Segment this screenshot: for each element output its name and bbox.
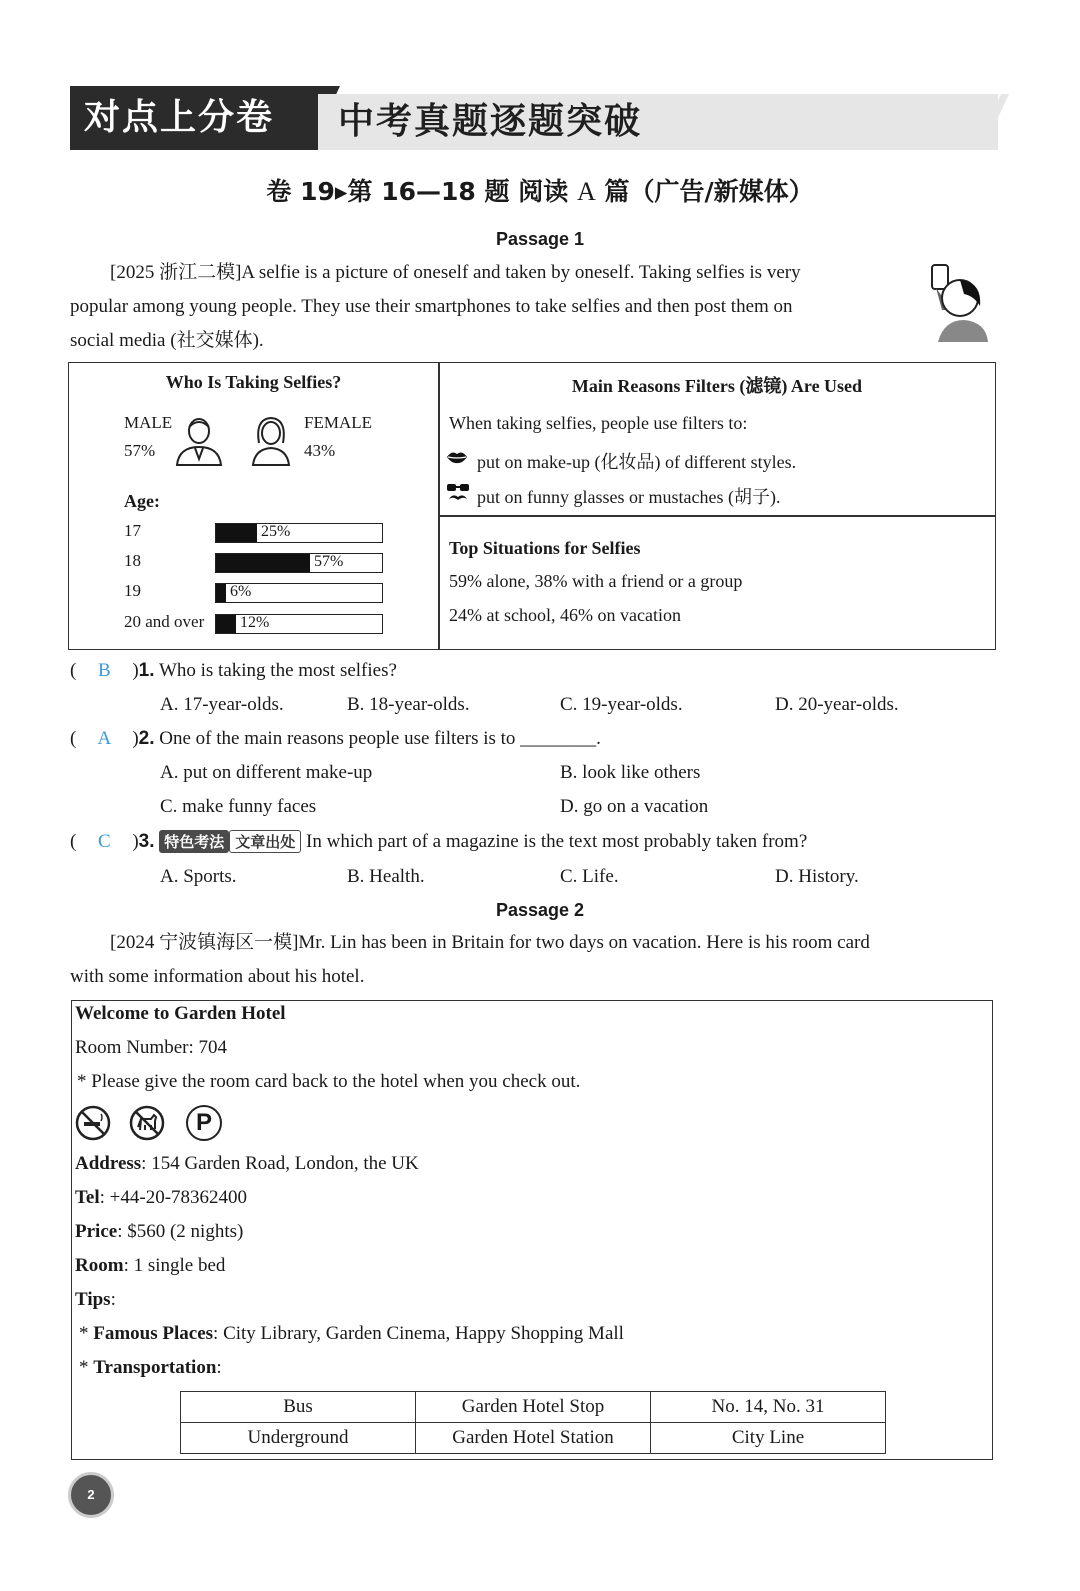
table-cell: City Line (651, 1423, 886, 1454)
age-bar (215, 553, 383, 573)
famous-places: * Famous Places: City Library, Garden Cinema, Happy Shopping Mall (79, 1323, 624, 1344)
age-bar-percent: 57% (314, 553, 344, 570)
situations-line1: 59% alone, 38% with a friend or a group (449, 571, 743, 591)
age-bar (215, 523, 383, 543)
source-tag: 文章出处 (229, 830, 301, 853)
question-1: ( B )1. Who is taking the most selfies? (70, 660, 397, 681)
question-3: ( C )3. 特色考法 文章出处 In which part of a magazine is the text most probably taken from? (70, 831, 808, 852)
lips-icon (446, 449, 468, 465)
feature-tag: 特色考法 (159, 830, 229, 853)
table-cell: Garden Hotel Stop (416, 1392, 651, 1423)
q3-option-a[interactable]: A. Sports. (160, 866, 237, 887)
age-label: 20 and over (124, 612, 205, 631)
hotel-room: Room: 1 single bed (75, 1255, 226, 1276)
q3-option-b[interactable]: B. Health. (347, 866, 425, 887)
hotel-address: Address: 154 Garden Road, London, the UK (75, 1153, 419, 1174)
passage2-title: Passage 2 (495, 900, 585, 920)
selfie-person-icon (908, 262, 990, 344)
age-bar-fill (216, 584, 226, 602)
age-bar-fill (216, 524, 257, 542)
q2-option-c[interactable]: C. make funny faces (160, 796, 317, 817)
q1-option-b[interactable]: B. 18-year-olds. (347, 694, 470, 715)
q1-option-c[interactable]: C. 19-year-olds. (560, 694, 683, 715)
table-row (181, 1423, 886, 1454)
room-number: Room Number: 704 (75, 1037, 227, 1058)
male-percent: 57% (124, 441, 156, 460)
male-label: MALE (124, 413, 173, 432)
infographic-divider (438, 363, 440, 649)
age-label: 19 (124, 581, 141, 600)
passage1-title: Passage 1 (495, 229, 585, 249)
passage2-line2: with some information about his hotel. (70, 966, 365, 987)
filters-intro: When taking selfies, people use filters to: (449, 413, 748, 433)
q3-option-d[interactable]: D. History. (775, 866, 859, 887)
age-bar-fill (216, 554, 310, 572)
checkout-notice: * Please give the room card back to the hotel when you check out. (77, 1071, 581, 1092)
filter-reason-glasses: put on funny glasses or mustaches (胡子). (477, 487, 781, 507)
hotel-tips: Tips: (75, 1289, 116, 1310)
q2-option-d[interactable]: D. go on a vacation (560, 796, 709, 817)
q1-option-d[interactable]: D. 20-year-olds. (775, 694, 899, 715)
banner-left-label: 对点上分卷 (70, 86, 334, 150)
answer-1: B (97, 660, 111, 681)
selfie-infographic (68, 362, 996, 650)
page-number: 2 (68, 1472, 114, 1518)
transportation-table (180, 1391, 886, 1454)
header-banner (70, 86, 1010, 150)
passage2-intro: [2024 宁波镇海区一模]Mr. Lin has been in Britain for two days on vacation. Here is his room card (110, 932, 870, 953)
q2-option-b[interactable]: B. look like others (560, 762, 701, 783)
age-bar (215, 614, 383, 634)
who-taking-title: Who Is Taking Selfies? (165, 372, 342, 392)
glasses-mustache-icon (446, 483, 470, 503)
answer-2: A (97, 728, 112, 749)
q1-option-a[interactable]: A. 17-year-olds. (160, 694, 284, 715)
q3-option-c[interactable]: C. Life. (560, 866, 619, 887)
table-cell: Garden Hotel Station (416, 1423, 651, 1454)
age-title: Age: (124, 491, 160, 511)
age-bar (215, 583, 383, 603)
table-row (181, 1392, 886, 1423)
question-2: ( A )2. One of the main reasons people use filters is to ________. (70, 728, 601, 749)
age-bar-percent: 25% (261, 523, 291, 540)
answer-3: C (97, 831, 111, 852)
filters-title: Main Reasons Filters (滤镜) Are Used (571, 376, 863, 396)
transportation-label: * Transportation: (79, 1357, 222, 1378)
female-label: FEMALE (304, 413, 372, 432)
male-user-icon (173, 415, 225, 467)
female-percent: 43% (304, 441, 336, 460)
filter-reason-makeup: put on make-up (化妆品) of different styles. (477, 452, 797, 472)
passage1-line3: social media (社交媒体). (70, 330, 264, 351)
situations-line2: 24% at school, 46% on vacation (449, 605, 681, 625)
parking-icon: P (186, 1105, 222, 1141)
age-label: 18 (124, 551, 141, 570)
hotel-welcome: Welcome to Garden Hotel (75, 1003, 286, 1024)
table-cell: Underground (181, 1423, 416, 1454)
hotel-price: Price: $560 (2 nights) (75, 1221, 244, 1242)
section-subtitle: 卷 19▸第 16—18 题 阅读 A 篇（广告/新媒体） (266, 177, 814, 206)
age-bar-percent: 6% (230, 583, 252, 600)
hotel-tel: Tel: +44-20-78362400 (75, 1187, 248, 1208)
passage1-line2: popular among young people. They use their smartphones to take selfies and then post them on (70, 296, 793, 317)
situations-title: Top Situations for Selfies (449, 538, 641, 558)
age-bar-fill (216, 615, 236, 633)
passage1-intro: [2025 浙江二模]A selfie is a picture of oneself and taken by oneself. Taking selfies is very (110, 262, 801, 283)
age-bar-percent: 12% (240, 614, 270, 631)
q2-option-a[interactable]: A. put on different make-up (160, 762, 373, 783)
age-label: 17 (124, 521, 141, 540)
infographic-divider (438, 515, 995, 517)
table-cell: Bus (181, 1392, 416, 1423)
table-cell: No. 14, No. 31 (651, 1392, 886, 1423)
female-user-icon (249, 415, 293, 467)
no-pets-icon (129, 1105, 165, 1141)
hotel-room-card (71, 1000, 993, 1460)
no-smoking-icon (75, 1105, 111, 1141)
banner-right-label: 中考真题逐题突破 (318, 94, 998, 150)
